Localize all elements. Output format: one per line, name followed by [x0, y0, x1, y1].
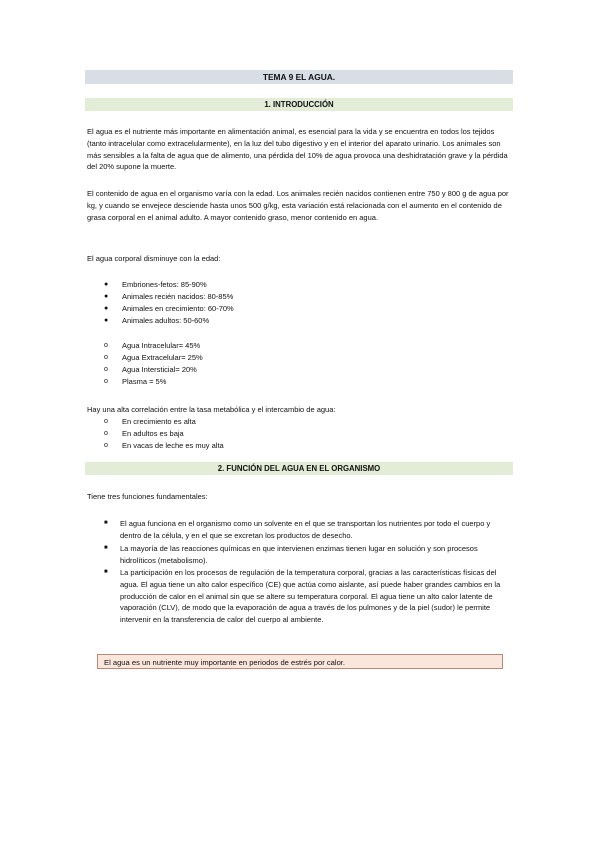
intro-paragraph-4: Hay una alta correlación entre la tasa metabólica y el intercambio de agua:	[87, 405, 336, 414]
hollow-circle-icon: o	[104, 442, 108, 449]
hollow-circle-icon: o	[104, 418, 108, 425]
section-heading-funcion: 2. FUNCIÓN DEL AGUA EN EL ORGANISMO	[85, 462, 513, 475]
intro-paragraph-2: El contenido de agua en el organismo varía con la edad. Los animales recién nacidos contienen entre 750 y 800 g de agua por kg, y cuando se envejece desciende hasta unos 500 g/kg, esta variación está relacionada con el aumento en el contenido de grasa corporal en el animal adulto. A mayor contenido graso, menor contenido en agua.	[87, 189, 509, 222]
intro-paragraph-1: El agua es el nutriente más importante en alimentación animal, es esencial para la vida y se encuentra en todos los tejidos (tanto intracelular como extracelularmente), en la luz del tubo digestivo y en el interior del aparato urinario. Los animales son más sensibles a la falta de agua que de alimento, una pérdida del 10% de agua provoca una deshidratación grave y la pérdida del 20% supone la muerte.	[87, 127, 508, 172]
square-icon: ■	[104, 569, 108, 575]
highlight-note: El agua es un nutriente muy importante en periodos de estrés por calor.	[97, 654, 503, 669]
hollow-circle-icon: o	[104, 366, 108, 373]
section-heading-introduccion: 1. INTRODUCCIÓN	[85, 98, 513, 111]
black-dot-icon: ●	[104, 317, 109, 324]
black-dot-icon: ●	[104, 305, 109, 312]
square-icon: ■	[104, 520, 108, 526]
intro-paragraph-3: El agua corporal disminuye con la edad:	[87, 254, 221, 263]
function-intro: Tiene tres funciones fundamentales:	[87, 492, 208, 501]
black-dot-icon: ●	[104, 293, 109, 300]
page-title: TEMA 9 EL AGUA.	[85, 70, 513, 84]
hollow-circle-icon: o	[104, 378, 108, 385]
hollow-circle-icon: o	[104, 342, 108, 349]
document-page: TEMA 9 EL AGUA. 1. INTRODUCCIÓN El agua es el nutriente más importante en alimentación animal, es esencial para la vida y se encuentra en todos los tejidos (tanto intracelular como extracelularmente), en la luz del tubo digestivo y en el interior del aparato urinario. Los animales son más sensibles a la falta de agua que de alimento, una pérdida del 10% de agua provoca una deshidratación grave y la pérdida del 20% supone la muerte. El contenido de agua en el organismo varía con la edad. Los animales recién nacidos contienen entre 750 y 800 g de agua por kg, y cuando se envejece desciende hasta unos 500 g/kg, esta variación está relacionada con el aumento en el contenido de grasa corporal en el animal adulto. A mayor contenido graso, menor contenido en agua. El agua corporal disminuye con la edad: ● Embriones-fetos: 85-90% ● Animales recién nacidos: 80-85% ● Animales en crecimiento: 60-70% ● Animales adultos: 50-60% o Agua Intracelular= 45% o Agua Extracelular= 25% o Agua Intersticial= 20% o Plasma = 5% Hay una alta correlación entre la tasa metabólica y el intercambio de agua: o En crecimiento es alta o En adultos es baja o En vacas de leche es muy alta 2. FUNCIÓN DEL AGUA EN EL ORGANISMO Tiene tres funciones fundamentales: ■ El agua funciona en el organismo como un solvente en el que se transportan los nutrientes por todo el cuerpo y dentro de la célula, y en el que se excretan los productos de desecho. ■ La mayoría de las reacciones químicas en que intervienen enzimas tienen lugar en solución y son procesos hidrolíticos (metabolismo). ■ La participación en los procesos de regulación de la temperatura corporal, gracias a las características físicas del agua. El agua tiene un alto calor específico (CE) que actúa como aislante, así puede haber grandes cambios en la producción de calor en el animal sin que se altere su temperatura corporal. El agua tiene un alto calor latente de vaporación (CLV), de modo que la evaporación de agua a través de los pulmones y de la piel (sudor) le permite intervenir en la transferencia de calor del cuerpo al ambiente. El agua es un nutriente muy importante en periodos de estrés por calor.	[0, 0, 599, 848]
square-icon: ■	[104, 545, 108, 551]
hollow-circle-icon: o	[104, 354, 108, 361]
hollow-circle-icon: o	[104, 430, 108, 437]
black-dot-icon: ●	[104, 281, 109, 288]
